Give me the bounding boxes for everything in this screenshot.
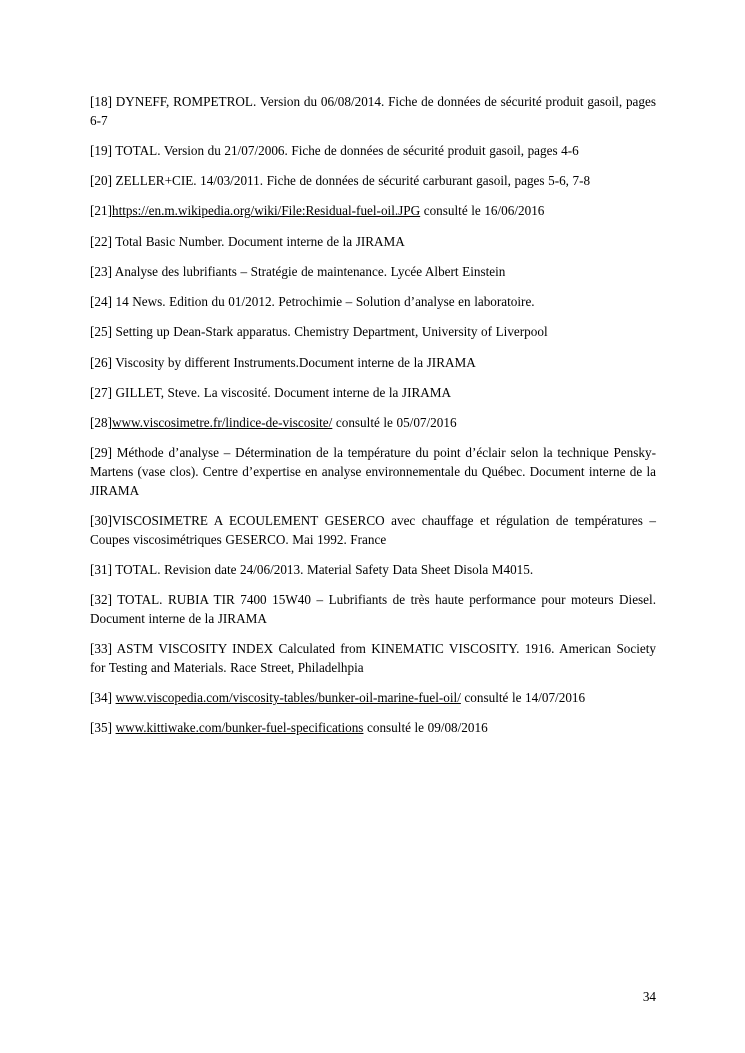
reference-text: consulté le 16/06/2016 xyxy=(420,203,545,219)
reference-entry xyxy=(90,640,656,677)
reference-link[interactable]: www.viscopedia.com/viscosity-tables/bunker-oil-marine-fuel-oil/ xyxy=(115,690,461,706)
reference-text: [18] DYNEFF, ROMPETROL. Version du 06/08/2014. Fiche de données de sécurité produit gasoil, pages 6-7 xyxy=(90,94,656,128)
reference-text: [31] TOTAL. Revision date 24/06/2013. Material Safety Data Sheet Disola M4015. xyxy=(90,561,534,577)
reference-text: [29] Méthode d’analyse – Détermination de la température du point d’éclair selon la technique Pensky-Martens (vase clos). Centre d’expertise en analyse environnementale du Québec. Document interne de la JIRAMA xyxy=(90,445,656,498)
reference-entry xyxy=(90,591,656,628)
reference-text: [27] GILLET, Steve. La viscosité. Document interne de la JIRAMA xyxy=(90,384,452,400)
reference-link[interactable]: www.viscosimetre.fr/lindice-de-viscosite/ xyxy=(111,415,333,431)
reference-entry xyxy=(90,323,656,342)
reference-text: [35] xyxy=(90,720,116,736)
reference-text: [34] xyxy=(90,690,116,706)
reference-entry xyxy=(90,512,656,549)
reference-text: [33] ASTM VISCOSITY INDEX Calculated from KINEMATIC VISCOSITY. 1916. American Society for Testing and Materials. Race Street, Philadelhpia xyxy=(90,641,656,675)
reference-text: [23] Analyse des lubrifiants – Stratégie de maintenance. Lycée Albert Einstein xyxy=(90,263,506,279)
reference-entry xyxy=(90,414,656,433)
reference-text: consulté le 09/08/2016 xyxy=(363,720,488,736)
reference-list xyxy=(90,93,656,754)
reference-text: [24] 14 News. Edition du 01/2012. Petrochimie – Solution d’analyse en laboratoire. xyxy=(90,294,535,310)
reference-text: [21] xyxy=(90,203,112,219)
reference-text: [26] Viscosity by different Instruments.Document interne de la JIRAMA xyxy=(90,354,476,370)
reference-entry xyxy=(90,172,656,191)
reference-text: consulté le 05/07/2016 xyxy=(332,415,457,431)
reference-entry xyxy=(90,719,656,738)
reference-entry xyxy=(90,561,656,580)
reference-text: [19] TOTAL. Version du 21/07/2006. Fiche de données de sécurité produit gasoil, pages 4-6 xyxy=(90,142,579,158)
reference-text: [28] xyxy=(90,415,112,431)
reference-entry xyxy=(90,444,656,500)
reference-text: consulté le 14/07/2016 xyxy=(460,690,586,706)
reference-entry xyxy=(90,354,656,373)
reference-link[interactable]: www.kittiwake.com/bunker-fuel-specifications xyxy=(115,720,364,736)
reference-text: [25] Setting up Dean-Stark apparatus. Chemistry Department, University of Liverpool xyxy=(90,324,548,340)
reference-text: [20] ZELLER+CIE. 14/03/2011. Fiche de données de sécurité carburant gasoil, pages 5-6, 7-8 xyxy=(90,173,591,189)
reference-entry xyxy=(90,263,656,282)
reference-entry xyxy=(90,293,656,312)
reference-entry xyxy=(90,93,656,130)
reference-entry xyxy=(90,202,656,221)
reference-text: [30]VISCOSIMETRE A ECOULEMENT GESERCO avec chauffage et régulation de températures – Coupes viscosimétriques GESERCO. Mai 1992. France xyxy=(90,513,656,547)
reference-link[interactable]: https://en.m.wikipedia.org/wiki/File:Residual-fuel-oil.JPG xyxy=(111,203,421,219)
reference-entry xyxy=(90,142,656,161)
reference-text: [22] Total Basic Number. Document interne de la JIRAMA xyxy=(90,233,405,249)
reference-entry xyxy=(90,384,656,403)
reference-text: [32] TOTAL. RUBIA TIR 7400 15W40 – Lubrifiants de très haute performance pour moteurs Diesel. Document interne de la JIRAMA xyxy=(90,592,656,626)
reference-entry xyxy=(90,233,656,252)
page-number: 34 xyxy=(642,988,656,1004)
reference-entry xyxy=(90,689,656,708)
